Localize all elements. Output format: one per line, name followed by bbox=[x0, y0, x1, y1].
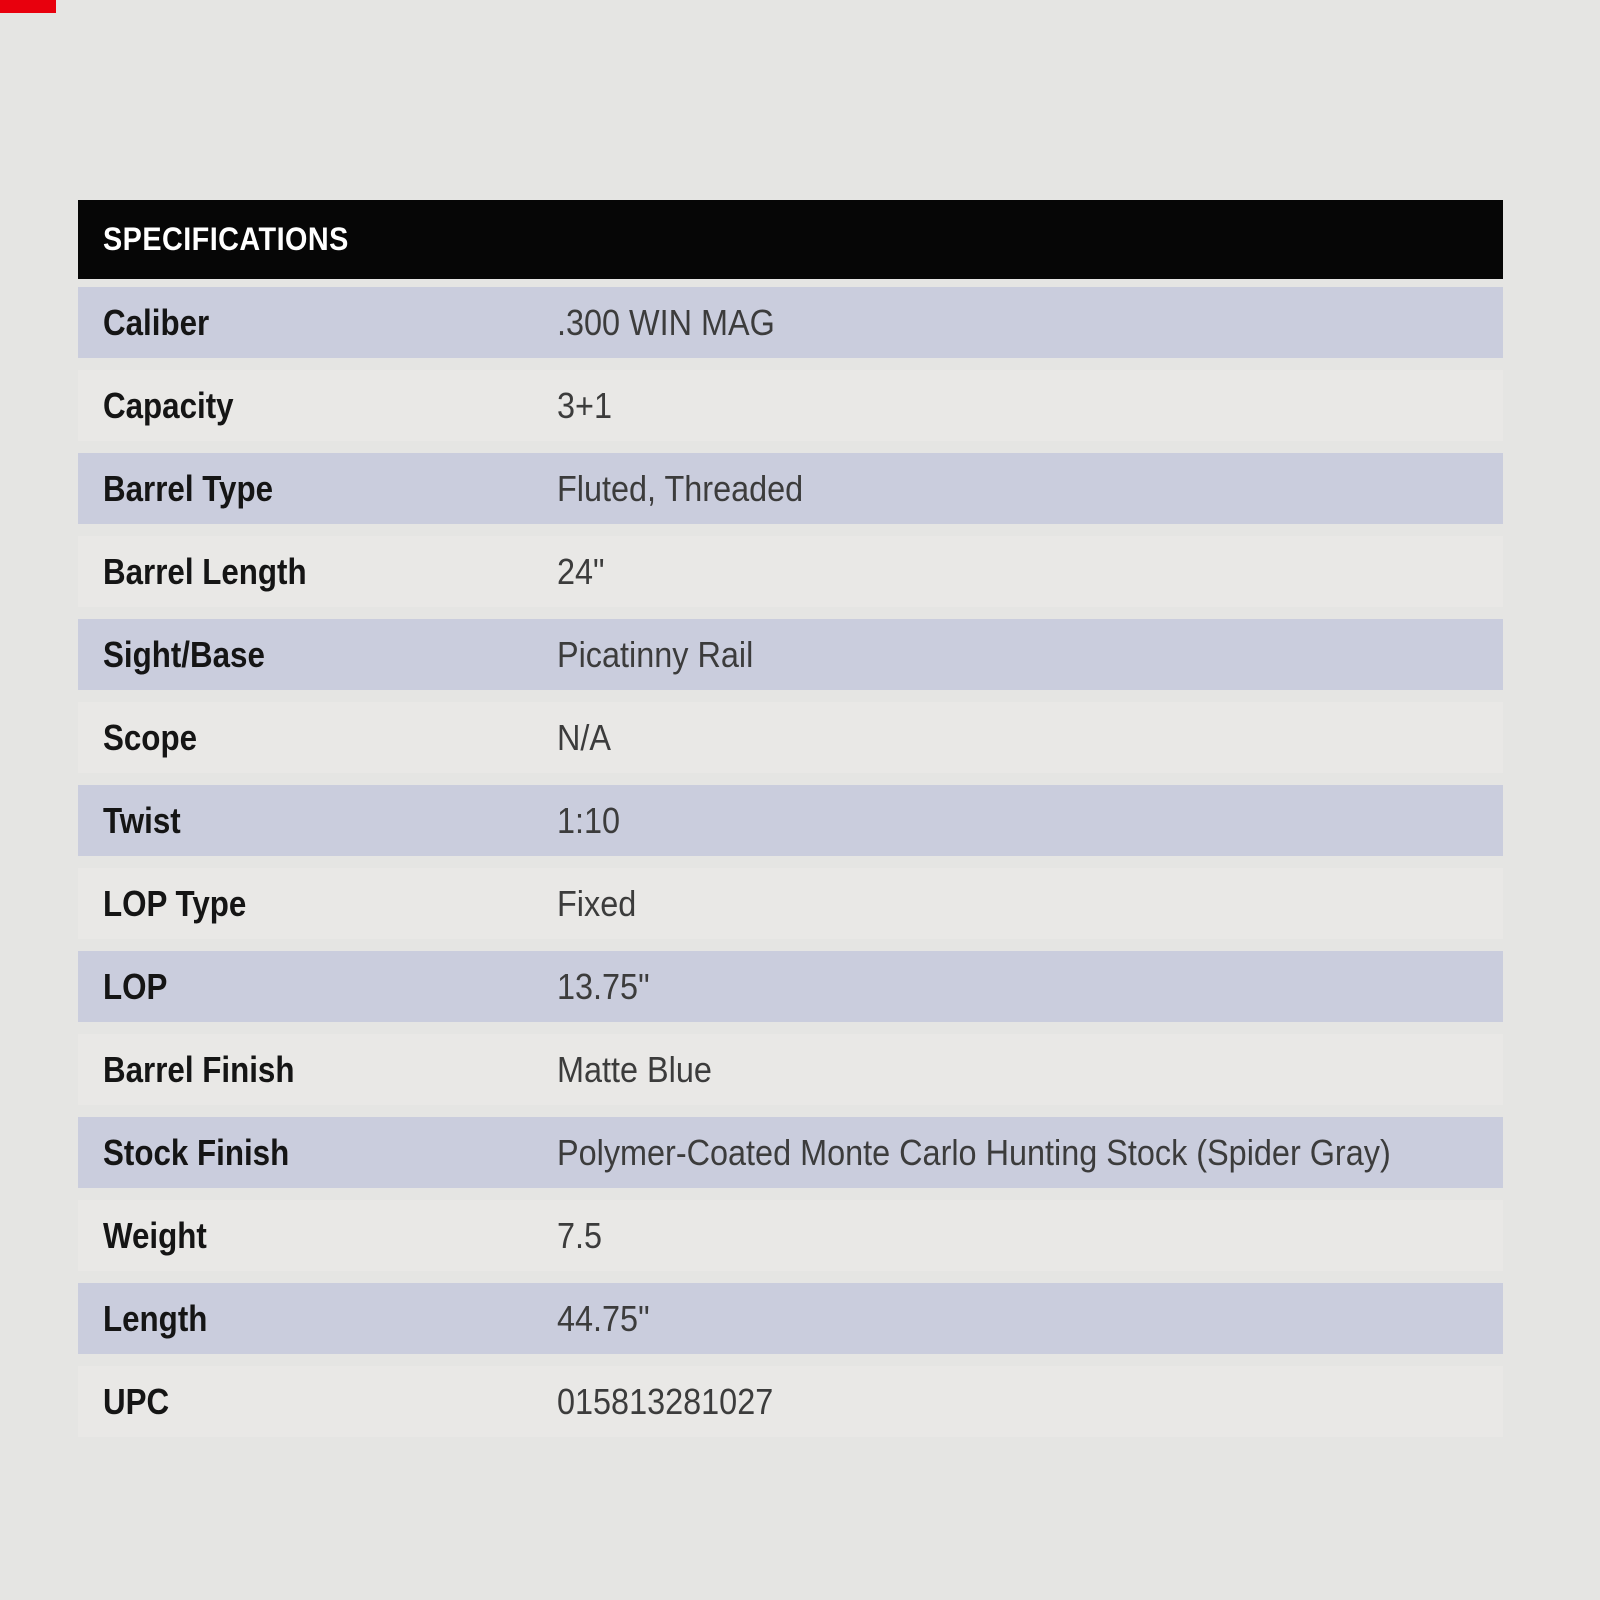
spec-label: Scope bbox=[103, 716, 198, 758]
table-row bbox=[78, 370, 1503, 441]
table-row bbox=[78, 287, 1503, 358]
spec-label: Length bbox=[103, 1297, 208, 1339]
table-row bbox=[78, 785, 1503, 856]
table-row bbox=[78, 453, 1503, 524]
spec-value: 24" bbox=[557, 550, 605, 592]
table-row bbox=[78, 1366, 1503, 1437]
table-header bbox=[78, 200, 1503, 279]
specifications-table bbox=[78, 200, 1503, 1449]
spec-label: Capacity bbox=[103, 384, 234, 426]
spec-value: 1:10 bbox=[557, 799, 621, 841]
top-left-red-mark bbox=[0, 0, 56, 13]
spec-label: UPC bbox=[103, 1380, 170, 1422]
table-row bbox=[78, 1200, 1503, 1271]
table-row bbox=[78, 1117, 1503, 1188]
spec-value: Fixed bbox=[557, 882, 637, 924]
spec-value: 13.75" bbox=[557, 965, 650, 1007]
spec-label: Barrel Finish bbox=[103, 1048, 295, 1090]
spec-value: .300 WIN MAG bbox=[557, 301, 775, 343]
table-row bbox=[78, 702, 1503, 773]
spec-label: LOP bbox=[103, 965, 168, 1007]
spec-label: Weight bbox=[103, 1214, 207, 1256]
spec-label: Barrel Length bbox=[103, 550, 307, 592]
spec-label: Twist bbox=[103, 799, 181, 841]
table-row bbox=[78, 951, 1503, 1022]
table-row bbox=[78, 1283, 1503, 1354]
spec-label: Caliber bbox=[103, 301, 210, 343]
spec-label: Sight/Base bbox=[103, 633, 265, 675]
spec-value: Matte Blue bbox=[557, 1048, 712, 1090]
spec-value: N/A bbox=[557, 716, 612, 758]
table-title: SPECIFICATIONS bbox=[103, 221, 349, 257]
spec-value: Polymer-Coated Monte Carlo Hunting Stock (Spider Gray) bbox=[557, 1131, 1391, 1173]
spec-label: Stock Finish bbox=[103, 1131, 290, 1173]
spec-label: LOP Type bbox=[103, 882, 247, 924]
spec-label: Barrel Type bbox=[103, 467, 274, 509]
table-row bbox=[78, 868, 1503, 939]
spec-value: Picatinny Rail bbox=[557, 633, 754, 675]
table-row bbox=[78, 536, 1503, 607]
spec-value: Fluted, Threaded bbox=[557, 467, 804, 509]
spec-value: 3+1 bbox=[557, 384, 612, 426]
spec-value: 015813281027 bbox=[557, 1380, 774, 1422]
table-row bbox=[78, 619, 1503, 690]
spec-value: 44.75" bbox=[557, 1297, 650, 1339]
table-row bbox=[78, 1034, 1503, 1105]
spec-value: 7.5 bbox=[557, 1214, 603, 1256]
